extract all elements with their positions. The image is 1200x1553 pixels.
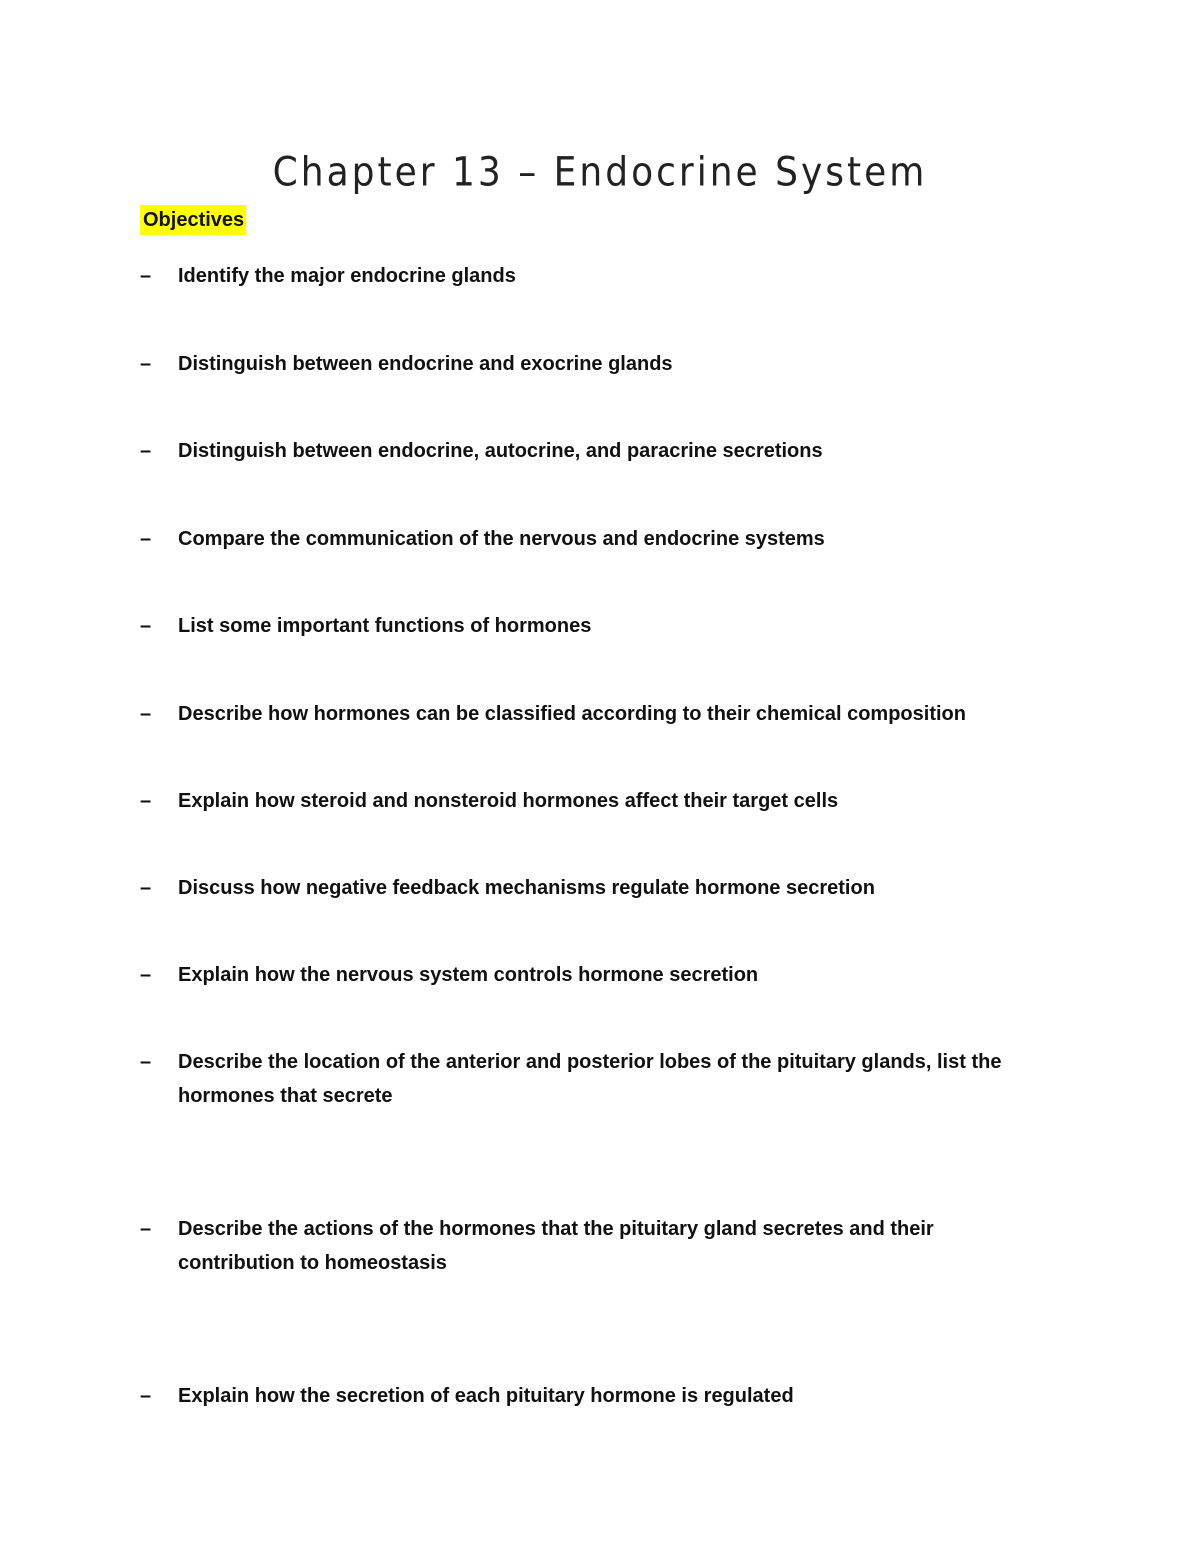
page-title: Chapter 13 – Endocrine System: [272, 149, 928, 196]
objective-text: Distinguish between endocrine and exocrine glands: [178, 353, 673, 375]
dash-bullet: –: [140, 1218, 152, 1240]
objectives-heading: Objectives: [140, 205, 246, 235]
list-item: [140, 697, 1040, 731]
dash-bullet: –: [140, 703, 152, 725]
dash-bullet: –: [140, 528, 152, 550]
dash-bullet: –: [140, 353, 152, 375]
objective-text: Describe the actions of the hormones that the pituitary gland secretes and their contribution to homeostasis: [178, 1218, 934, 1274]
dash-bullet: –: [140, 1385, 152, 1407]
list-item: [140, 1379, 1040, 1413]
dash-bullet: –: [140, 877, 152, 899]
objective-text: Identify the major endocrine glands: [178, 265, 516, 287]
objective-text: Compare the communication of the nervous and endocrine systems: [178, 528, 825, 550]
objective-text: Describe the location of the anterior and posterior lobes of the pituitary glands, list the hormones that secrete: [178, 1051, 1002, 1107]
dash-bullet: –: [140, 1051, 152, 1073]
dash-bullet: –: [140, 964, 152, 986]
dash-bullet: –: [140, 615, 152, 637]
list-item: [140, 784, 1040, 818]
list-item: [140, 259, 1040, 293]
list-item: [140, 609, 1040, 643]
list-item: [140, 434, 1040, 468]
objective-text: Explain how the secretion of each pituitary hormone is regulated: [178, 1385, 794, 1407]
dash-bullet: –: [140, 790, 152, 812]
objective-text: Explain how steroid and nonsteroid hormones affect their target cells: [178, 790, 839, 812]
dash-bullet: –: [140, 440, 152, 462]
objective-text: List some important functions of hormones: [178, 615, 592, 637]
list-item: [140, 871, 1040, 905]
list-item: [140, 958, 1040, 992]
list-item: [140, 1212, 1040, 1280]
objective-text: Describe how hormones can be classified according to their chemical composition: [178, 703, 966, 725]
dash-bullet: –: [140, 265, 152, 287]
list-item: [140, 347, 1040, 381]
objective-text: Distinguish between endocrine, autocrine, and paracrine secretions: [178, 440, 823, 462]
objective-text: Discuss how negative feedback mechanisms regulate hormone secretion: [178, 877, 875, 899]
objective-text: Explain how the nervous system controls hormone secretion: [178, 964, 759, 986]
list-item: [140, 522, 1040, 556]
list-item: [140, 1045, 1040, 1113]
